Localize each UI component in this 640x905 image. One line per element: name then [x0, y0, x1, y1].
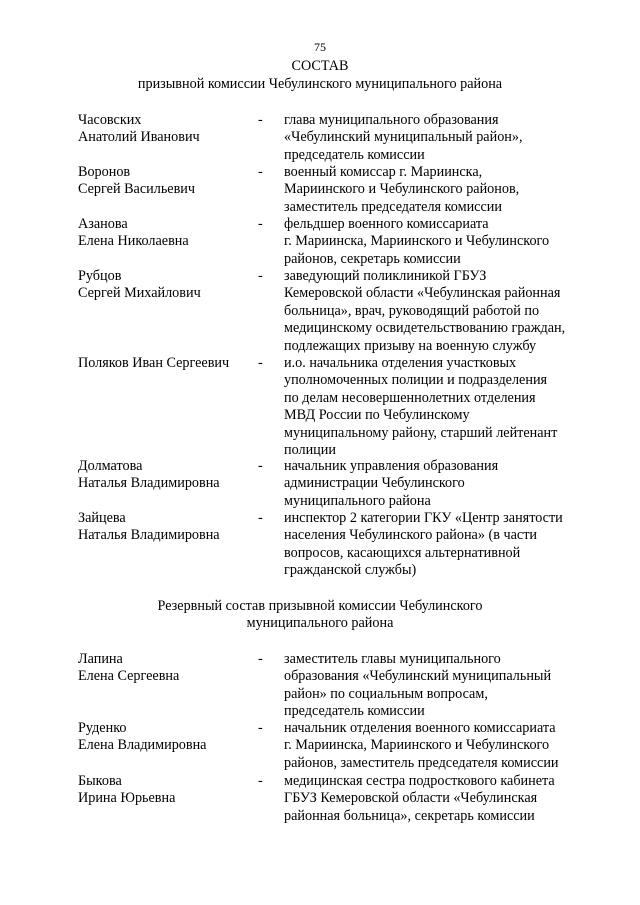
member-dash: - — [258, 720, 263, 736]
document-subtitle: призывной комиссии Чебулинского муниципального района — [137, 76, 503, 92]
member-role — [284, 216, 594, 268]
member-role-line: военный комиссар г. Мариинска, — [284, 164, 483, 180]
reserve-title-line: Резервный состав призывной комиссии Чебулинского — [157, 598, 483, 614]
member-dash: - — [258, 651, 263, 667]
member-name-line: Наталья Владимировна — [78, 475, 220, 492]
document-title: СОСТАВ — [291, 58, 349, 74]
member-name — [78, 216, 258, 251]
member-name-line: Часовских — [78, 112, 142, 128]
member-name-line: Руденко — [78, 720, 127, 736]
member-dash: - — [258, 268, 263, 284]
member-role-line: районная больница», секретарь комиссии — [284, 807, 535, 824]
member-name-line: Быкова — [78, 773, 122, 789]
member-role-line: администрации Чебулинского — [284, 475, 465, 492]
member-name-line: Елена Николаевна — [78, 233, 189, 250]
member-role-line: муниципальному району, старший лейтенант — [284, 424, 558, 441]
member-dash: - — [258, 164, 263, 180]
member-role-line: медицинскому освидетельствованию граждан, — [284, 320, 566, 337]
member-role-line: председатель комиссии — [284, 703, 425, 720]
member-role — [284, 458, 594, 510]
member-role-line: «Чебулинский муниципальный район», — [284, 129, 523, 146]
page-number: 75 — [314, 40, 326, 54]
member-name-line: Лапина — [78, 651, 123, 667]
member-name-line: Рубцов — [78, 268, 122, 284]
member-name-line: Поляков Иван Сергеевич — [78, 355, 230, 371]
member-role-line: муниципального района — [284, 492, 431, 509]
member-name — [78, 355, 258, 372]
member-name — [78, 720, 258, 755]
member-role-line: г. Мариинска, Мариинского и Чебулинского — [284, 233, 550, 250]
member-name — [78, 510, 258, 545]
member-role — [284, 773, 594, 825]
reserve-section-title — [0, 598, 640, 633]
member-dash: - — [258, 216, 263, 232]
member-role — [284, 112, 594, 164]
member-name-line: Ирина Юрьевна — [78, 790, 176, 807]
member-role — [284, 651, 594, 721]
member-role-line: медицинская сестра подросткового кабинета — [284, 773, 555, 789]
member-role-line: г. Мариинска, Мариинского и Чебулинского — [284, 737, 550, 754]
member-dash: - — [258, 458, 263, 474]
reserve-title-line: муниципального района — [246, 615, 394, 632]
member-role-line: заместитель председателя комиссии — [284, 198, 502, 215]
member-dash: - — [258, 773, 263, 789]
member-name-line: Анатолий Иванович — [78, 129, 200, 146]
member-role-line: МВД России по Чебулинскому — [284, 407, 470, 424]
member-role-line: вопросов, касающихся альтернативной — [284, 544, 521, 561]
member-name — [78, 112, 258, 147]
member-role — [284, 268, 594, 355]
member-dash: - — [258, 510, 263, 526]
member-role-line: заместитель главы муниципального — [284, 651, 501, 667]
member-role-line: район» по социальным вопросам, — [284, 685, 488, 702]
member-dash: - — [258, 112, 263, 128]
member-name — [78, 651, 258, 686]
member-name-line: Наталья Владимировна — [78, 527, 220, 544]
member-name-line: Долматова — [78, 458, 143, 474]
member-role-line: уполномоченных полиции и подразделения — [284, 372, 548, 389]
member-role — [284, 164, 594, 216]
member-role-line: инспектор 2 категории ГКУ «Центр занятости — [284, 510, 563, 526]
member-role-line: фельдшер военного комиссариата — [284, 216, 489, 232]
member-role-line: районов, секретарь комиссии — [284, 250, 461, 267]
member-name-line: Зайцева — [78, 510, 126, 526]
member-role-line: и.о. начальника отделения участковых — [284, 355, 517, 371]
member-role-line: ГБУЗ Кемеровской области «Чебулинская — [284, 790, 538, 807]
member-name-line: Воронов — [78, 164, 131, 180]
member-name — [78, 268, 258, 303]
member-name-line: Елена Сергеевна — [78, 668, 180, 685]
member-role-line: образования «Чебулинский муниципальный — [284, 668, 552, 685]
member-name-line: Азанова — [78, 216, 128, 232]
member-role — [284, 510, 594, 580]
member-role-line: полиции — [284, 442, 336, 459]
member-role-line: по делам несовершеннолетних отделения — [284, 389, 536, 406]
member-name-line: Елена Владимировна — [78, 737, 207, 754]
member-role-line: больница», врач, руководящий работой по — [284, 302, 540, 319]
member-role-line: Мариинского и Чебулинского районов, — [284, 181, 520, 198]
member-name — [78, 773, 258, 808]
member-role-line: начальник управления образования — [284, 458, 499, 474]
member-role-line: подлежащих призыву на военную службу — [284, 337, 537, 354]
member-role-line: Кемеровской области «Чебулинская районная — [284, 285, 561, 302]
member-name — [78, 458, 258, 493]
member-role-line: гражданской службы) — [284, 562, 417, 579]
member-role-line: районов, заместитель председателя комиссии — [284, 754, 559, 771]
member-role-line: глава муниципального образования — [284, 112, 499, 128]
member-role-line: председатель комиссии — [284, 146, 425, 163]
member-name — [78, 164, 258, 199]
member-role-line: заведующий поликлиникой ГБУЗ — [284, 268, 487, 284]
member-role-line: начальник отделения военного комиссариата — [284, 720, 556, 736]
member-role — [284, 720, 594, 772]
member-name-line: Сергей Васильевич — [78, 181, 196, 198]
member-dash: - — [258, 355, 263, 371]
member-role — [284, 355, 594, 459]
member-role-line: населения Чебулинского района» (в части — [284, 527, 537, 544]
member-name-line: Сергей Михайлович — [78, 285, 201, 302]
